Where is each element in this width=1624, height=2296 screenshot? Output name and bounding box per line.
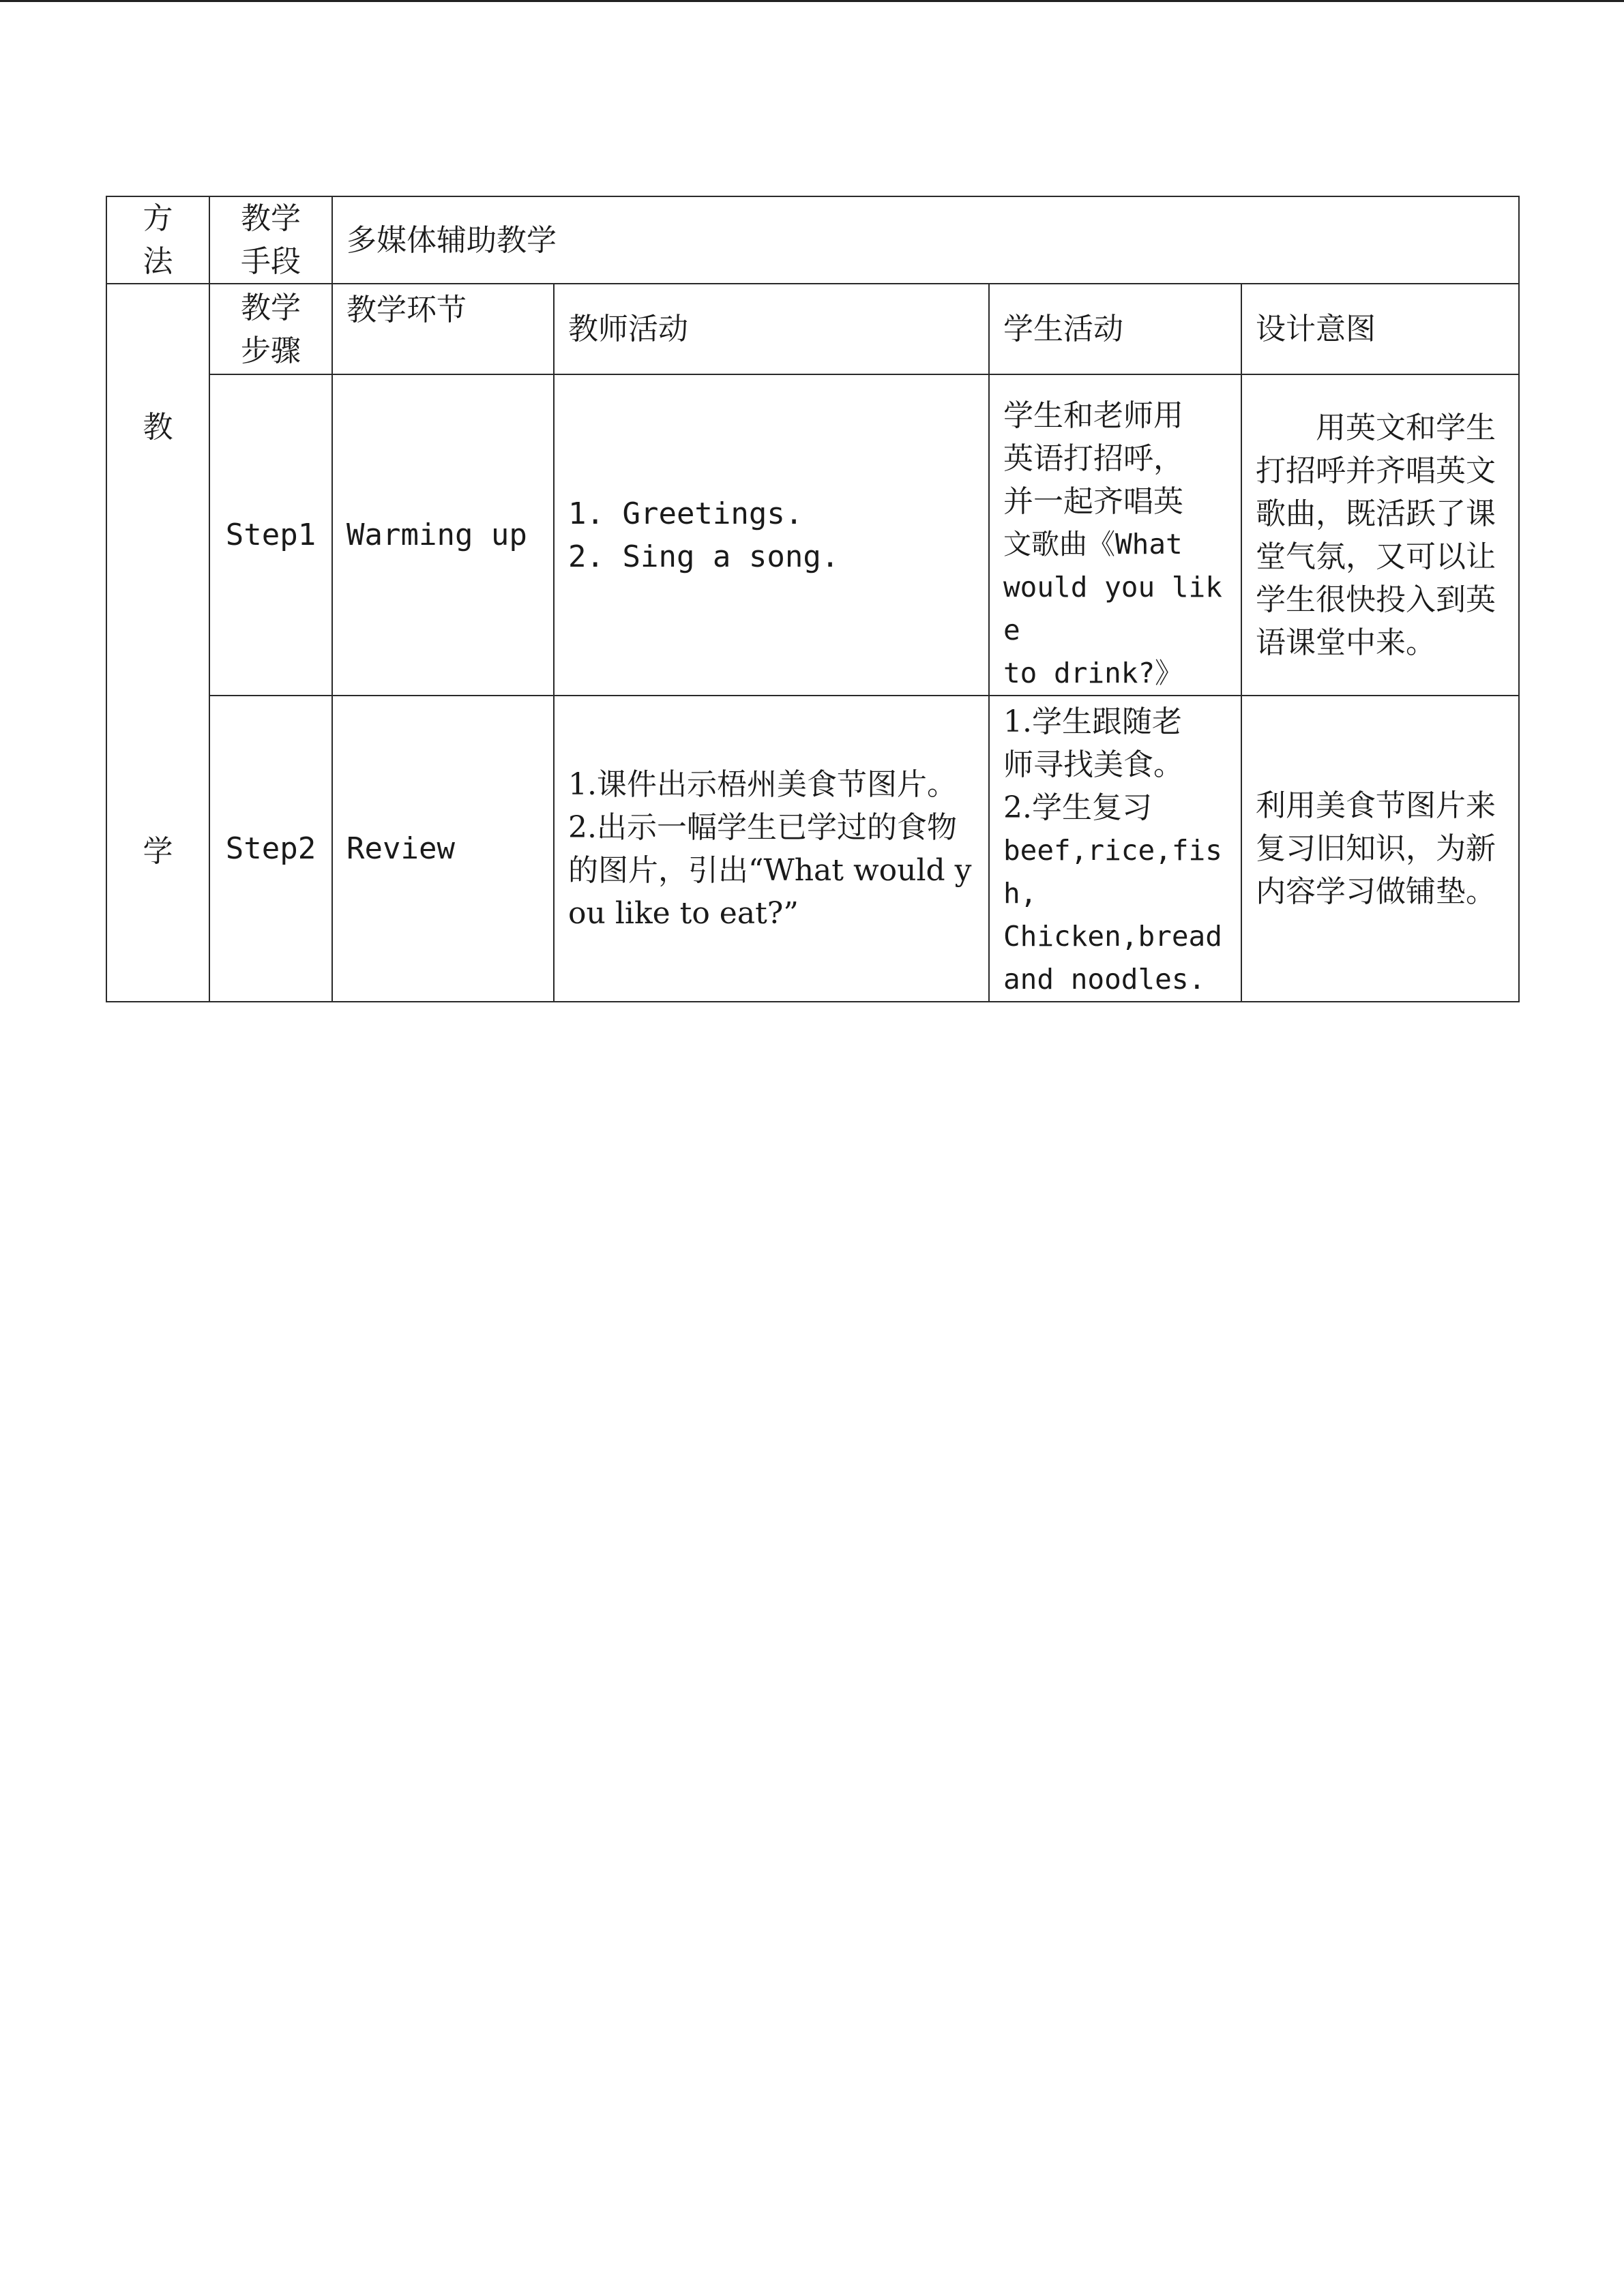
- teaching-means-label-cell: [209, 196, 332, 284]
- steps-header-line2: 步骤: [241, 333, 301, 368]
- student-activity-line: would you like: [1003, 571, 1222, 646]
- teacher-activity-cell: [554, 374, 989, 696]
- design-intent-header: 设计意图: [1241, 284, 1519, 374]
- method-label-line2: 法: [143, 244, 173, 279]
- lesson-plan-table: [106, 196, 1520, 1002]
- teaching-means-value: 多媒体辅助教学: [332, 196, 1519, 284]
- teaching-side-char-top: 教: [143, 410, 173, 445]
- header-row: [106, 284, 1519, 374]
- student-activity-line: beef,rice,fis: [1003, 834, 1222, 867]
- student-activity-line: 英语打招呼，: [1003, 441, 1183, 476]
- teaching-side-char-bottom: 学: [143, 834, 173, 869]
- stage-header: 教学环节: [332, 284, 554, 374]
- steps-header-line1: 教学: [241, 290, 301, 325]
- student-activity-cell: [989, 696, 1241, 1002]
- teacher-activity-item: 1.课件出示梧州美食节图片。: [568, 766, 957, 802]
- student-activity-line: 文歌曲《What: [1003, 528, 1183, 561]
- student-activity-line: 1.学生跟随老: [1003, 704, 1182, 739]
- step-cell: Step2: [209, 696, 332, 1002]
- table-row-step2: [106, 696, 1519, 1002]
- teaching-method-row: [106, 196, 1519, 284]
- teacher-activity-item: 2. Sing a song.: [568, 539, 840, 574]
- steps-header: [209, 284, 332, 374]
- student-activity-line: 2.学生复习: [1003, 790, 1152, 825]
- student-activity-line: Chicken,bread: [1003, 920, 1222, 953]
- method-label-cell: [106, 196, 209, 284]
- student-activity-line: 并一起齐唱英: [1003, 484, 1183, 519]
- teacher-activity-cell: [554, 696, 989, 1002]
- teacher-activity-item: 1. Greetings.: [568, 496, 803, 531]
- student-activity-line: and noodles.: [1003, 963, 1206, 996]
- teaching-means-label-line2: 手段: [241, 244, 301, 279]
- stage-cell: Review: [332, 696, 554, 1002]
- student-activity-cell: [989, 374, 1241, 696]
- student-activity-line: 学生和老师用: [1003, 398, 1183, 433]
- student-activity-line: h,: [1003, 877, 1037, 910]
- design-intent-cell: 利用美食节图片来复习旧知识，为新内容学习做铺垫。: [1241, 696, 1519, 1002]
- student-activity-line: 师寻找美食。: [1003, 747, 1183, 782]
- step-cell: Step1: [209, 374, 332, 696]
- page-top-border: [0, 0, 1624, 2]
- teaching-means-label-line1: 教学: [241, 201, 301, 236]
- teaching-side-cell: [106, 284, 209, 1002]
- teacher-activity-header: 教师活动: [554, 284, 989, 374]
- student-activity-line: to drink?》: [1003, 657, 1183, 689]
- table-row-step1: [106, 374, 1519, 696]
- teacher-activity-item: 2.出示一幅学生已学过的食物的图片，引出“What would you like to eat?”: [568, 809, 972, 931]
- design-intent-cell: 用英文和学生打招呼并齐唱英文歌曲，既活跃了课堂气氛，又可以让学生很快投入到英语课堂中来。: [1241, 374, 1519, 696]
- student-activity-header: 学生活动: [989, 284, 1241, 374]
- method-label-line1: 方: [143, 201, 173, 236]
- stage-cell: Warming up: [332, 374, 554, 696]
